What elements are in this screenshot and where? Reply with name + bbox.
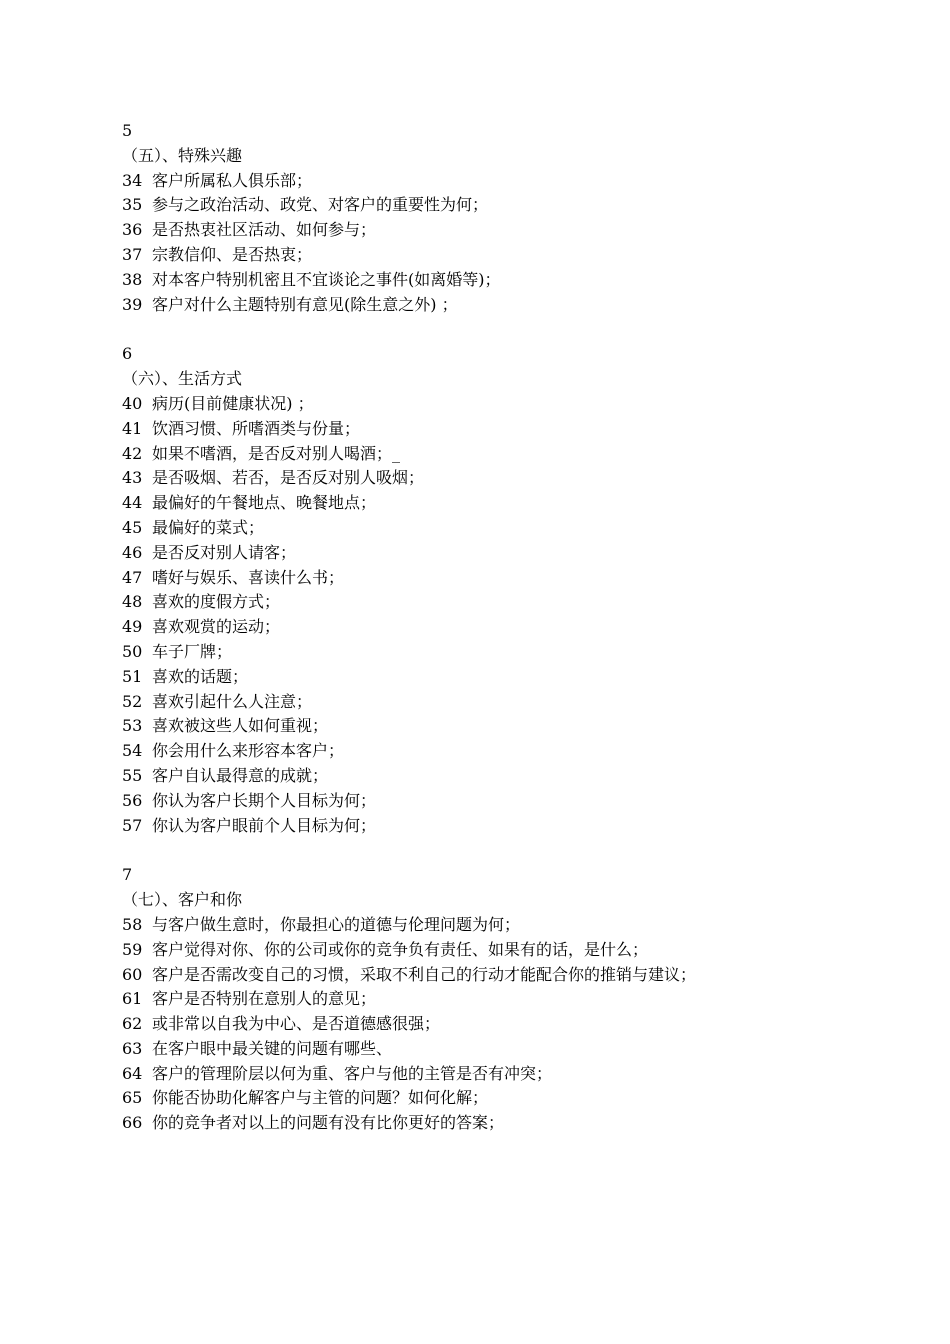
list-item — [122, 218, 922, 243]
item-text: 是否热衷社区活动、如何参与； — [152, 220, 377, 240]
item-number: 43 — [122, 468, 143, 488]
item-text: 客户对什么主题特别有意见(除生意之外) ； — [152, 294, 458, 314]
item-text: 你的竞争者对以上的问题有没有比你更好的答案； — [152, 1113, 505, 1133]
list-item — [122, 1012, 922, 1037]
item-number: 40 — [122, 393, 143, 413]
item-number: 66 — [122, 1113, 143, 1133]
list-item — [122, 1062, 922, 1087]
item-text: 对本客户特别机密且不宜谈论之事件(如离婚等)； — [152, 269, 501, 289]
section — [122, 119, 922, 317]
item-number: 39 — [122, 294, 143, 314]
item-number: 52 — [122, 691, 143, 711]
item-number: 55 — [122, 765, 143, 785]
item-text: 参与之政治活动、政党、对客户的重要性为何； — [152, 195, 489, 215]
item-text: 与客户做生意时，你最担心的道德与伦理问题为何； — [152, 914, 521, 934]
list-item — [122, 714, 922, 739]
item-text: 客户是否需改变自己的习惯，采取不利自己的行动才能配合你的推销与建议； — [152, 964, 697, 984]
list-item — [122, 566, 922, 591]
item-number: 34 — [122, 170, 143, 190]
section — [122, 342, 922, 838]
item-text: 如果不嗜酒，是否反对别人喝酒；_ — [152, 443, 401, 463]
item-number: 61 — [122, 989, 143, 1009]
item-number: 65 — [122, 1088, 143, 1108]
item-number: 48 — [122, 592, 143, 612]
section-title: （七）、客户和你 — [122, 890, 243, 910]
list-item — [122, 1086, 922, 1111]
item-number: 42 — [122, 443, 143, 463]
item-number: 58 — [122, 914, 143, 934]
item-text: 你会用什么来形容本客户； — [152, 741, 345, 761]
item-number: 54 — [122, 741, 143, 761]
list-item — [122, 987, 922, 1012]
item-text: 饮酒习惯、所嗜酒类与份量； — [152, 418, 361, 438]
item-number: 64 — [122, 1063, 143, 1083]
item-number: 59 — [122, 939, 143, 959]
item-text: 是否吸烟、若否，是否反对别人吸烟； — [152, 468, 425, 488]
item-number: 37 — [122, 244, 143, 264]
list-item — [122, 814, 922, 839]
item-text: 你认为客户长期个人目标为何； — [152, 790, 377, 810]
item-text: 客户所属私人俱乐部； — [152, 170, 313, 190]
item-number: 50 — [122, 641, 143, 661]
list-item — [122, 913, 922, 938]
section-number: 6 — [122, 344, 133, 364]
list-item — [122, 789, 922, 814]
item-number: 57 — [122, 815, 143, 835]
list-item — [122, 268, 922, 293]
list-item — [122, 293, 922, 318]
item-number: 51 — [122, 666, 143, 686]
item-text: 或非常以自我为中心、是否道德感很强； — [152, 1014, 441, 1034]
list-item — [122, 739, 922, 764]
item-number: 47 — [122, 567, 143, 587]
list-item — [122, 243, 922, 268]
section-number: 5 — [122, 121, 133, 140]
list-item — [122, 640, 922, 665]
item-text: 宗教信仰、是否热衷； — [152, 244, 313, 264]
document-page — [122, 119, 922, 1136]
item-number: 44 — [122, 493, 143, 513]
list-item — [122, 541, 922, 566]
list-item — [122, 417, 922, 442]
item-text: 在客户眼中最关键的问题有哪些、 — [152, 1038, 393, 1058]
item-text: 喜欢的话题； — [152, 666, 249, 686]
list-item — [122, 963, 922, 988]
item-number: 36 — [122, 220, 143, 240]
item-number: 38 — [122, 269, 143, 289]
list-item — [122, 169, 922, 194]
item-number: 49 — [122, 617, 143, 637]
item-text: 客户是否特别在意别人的意见； — [152, 989, 377, 1009]
item-number: 45 — [122, 517, 143, 537]
item-number: 35 — [122, 195, 143, 215]
item-text: 嗜好与娱乐、喜读什么书； — [152, 567, 345, 587]
item-number: 56 — [122, 790, 143, 810]
list-item — [122, 938, 922, 963]
list-item — [122, 516, 922, 541]
list-item — [122, 615, 922, 640]
list-item — [122, 491, 922, 516]
section-title: （五）、特殊兴趣 — [122, 145, 243, 165]
item-text: 车子厂牌； — [152, 641, 233, 661]
item-text: 喜欢观赏的运动； — [152, 617, 281, 637]
item-text: 你认为客户眼前个人目标为何； — [152, 815, 377, 835]
list-item — [122, 392, 922, 417]
item-number: 63 — [122, 1038, 143, 1058]
item-text: 客户的管理阶层以何为重、客户与他的主管是否有冲突； — [152, 1063, 553, 1083]
item-text: 喜欢被这些人如何重视； — [152, 716, 329, 736]
item-text: 最偏好的午餐地点、晚餐地点； — [152, 493, 377, 513]
item-number: 46 — [122, 542, 143, 562]
item-text: 你能否协助化解客户与主管的问题？如何化解； — [152, 1088, 489, 1108]
item-text: 喜欢引起什么人注意； — [152, 691, 313, 711]
item-number: 41 — [122, 418, 143, 438]
list-item — [122, 193, 922, 218]
item-text: 喜欢的度假方式； — [152, 592, 281, 612]
list-item — [122, 442, 922, 467]
list-item — [122, 590, 922, 615]
list-item — [122, 690, 922, 715]
item-text: 病历(目前健康状况) ； — [152, 393, 314, 413]
list-item — [122, 466, 922, 491]
item-text: 是否反对别人请客； — [152, 542, 297, 562]
section — [122, 863, 922, 1136]
item-number: 60 — [122, 964, 143, 984]
item-number: 62 — [122, 1014, 143, 1034]
list-item — [122, 1037, 922, 1062]
item-number: 53 — [122, 716, 143, 736]
list-item — [122, 665, 922, 690]
list-item — [122, 764, 922, 789]
section-number: 7 — [122, 865, 133, 885]
item-text: 客户觉得对你、你的公司或你的竞争负有责任、如果有的话，是什么； — [152, 939, 649, 959]
item-text: 最偏好的菜式； — [152, 517, 265, 537]
list-item — [122, 1111, 922, 1136]
item-text: 客户自认最得意的成就； — [152, 765, 329, 785]
section-title: （六）、生活方式 — [122, 369, 243, 389]
